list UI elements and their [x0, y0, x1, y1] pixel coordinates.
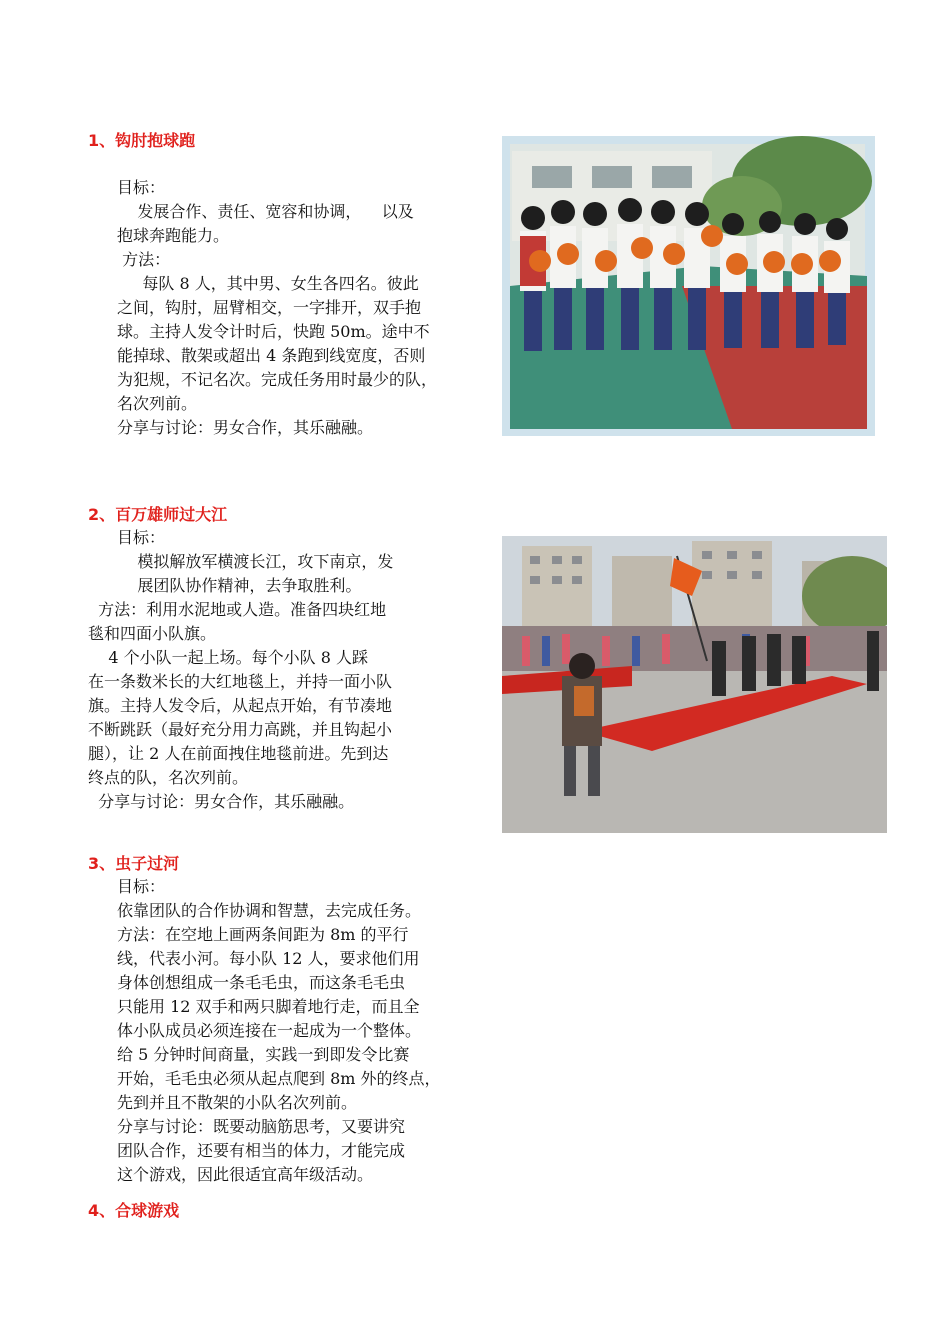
section-1-heading: 1、钩肘抱球跑 [88, 131, 196, 150]
section-4-heading: 4、合球游戏 [88, 1201, 180, 1220]
section-3-heading: 3、虫子过河 [88, 854, 180, 873]
text-line: 分享与讨论：男女合作，其乐融融。 [117, 418, 374, 437]
text-line: 目标： [117, 178, 166, 197]
text-line: 发展合作、责任、宽容和协调， 以及 [117, 202, 414, 221]
section-2-heading: 2、百万雄师过大江 [88, 505, 228, 524]
text-line: 分享与讨论：男女合作，其乐融融。 [88, 792, 355, 811]
text-line: 给 5 分钟时间商量，实践一到即发令比赛 [117, 1045, 410, 1064]
text-line: 展团队协作精神，去争取胜利。 [117, 576, 362, 595]
text-line: 腿），让 2 人在前面拽住地毯前进。先到达 [88, 744, 389, 763]
text-line: 目标： [117, 528, 166, 547]
text-line: 名次列前。 [117, 394, 198, 413]
text-line: 模拟解放军横渡长江，攻下南京，发 [117, 552, 394, 571]
text-line: 抱球奔跑能力。 [117, 226, 230, 245]
text-line: 终点的队，名次列前。 [88, 768, 249, 787]
text-line: 方法： [117, 250, 171, 269]
text-line: 只能用 12 双手和两只脚着地行走，而且全 [117, 997, 420, 1016]
section-1-body [117, 176, 437, 440]
text-line: 线，代表小河。每小队 12 人，要求他们用 [117, 949, 420, 968]
text-line: 毯和四面小队旗。 [88, 624, 217, 643]
text-line: 能掉球、散架或超出 4 条跑到线宽度，否则 [117, 346, 426, 365]
text-line: 目标： [117, 877, 166, 896]
text-line: 先到并且不散架的小队名次列前。 [117, 1093, 358, 1112]
text-line: 分享与讨论：既要动脑筋思考，又要讲究 [117, 1117, 406, 1136]
text-line: 为犯规，不记名次。完成任务用时最少的队， [117, 370, 438, 389]
text-line: 不断跳跃（最好充分用力高跳，并且钩起小 [88, 720, 393, 739]
text-line: 团队合作，还要有相当的体力，才能完成 [117, 1141, 406, 1160]
section-3-body [117, 875, 441, 1187]
text-line: 身体创想组成一条毛毛虫，而这条毛毛虫 [117, 973, 406, 992]
text-line: 方法：利用水泥地或人造。准备四块红地 [88, 600, 387, 619]
text-line: 每队 8 人，其中男、女生各四名。彼此 [117, 274, 419, 293]
text-line: 体小队成员必须连接在一起成为一个整体。 [117, 1021, 422, 1040]
text-line: 这个游戏，因此很适宜高年级活动。 [117, 1165, 374, 1184]
photo-red-carpet-game [502, 536, 887, 833]
text-line: 球。主持人发令计时后，快跑 50m。途中不 [117, 322, 430, 341]
text-line: 开始，毛毛虫必须从起点爬到 8m 外的终点， [117, 1069, 441, 1088]
section-2-body [88, 526, 393, 814]
text-line: 依靠团队的合作协调和智慧，去完成任务。 [117, 901, 422, 920]
text-line: 方法：在空地上画两条间距为 8m 的平行 [117, 925, 409, 944]
text-line: 在一条数米长的大红地毯上，并持一面小队 [88, 672, 393, 691]
text-line: 之间，钩肘，屈臂相交，一字排开，双手抱 [117, 298, 422, 317]
text-line: 旗。主持人发令后，从起点开始，有节凑地 [88, 696, 393, 715]
text-line: 4 个小队一起上场。每个小队 8 人踩 [88, 648, 368, 667]
photo-children-basketballs [502, 136, 875, 436]
